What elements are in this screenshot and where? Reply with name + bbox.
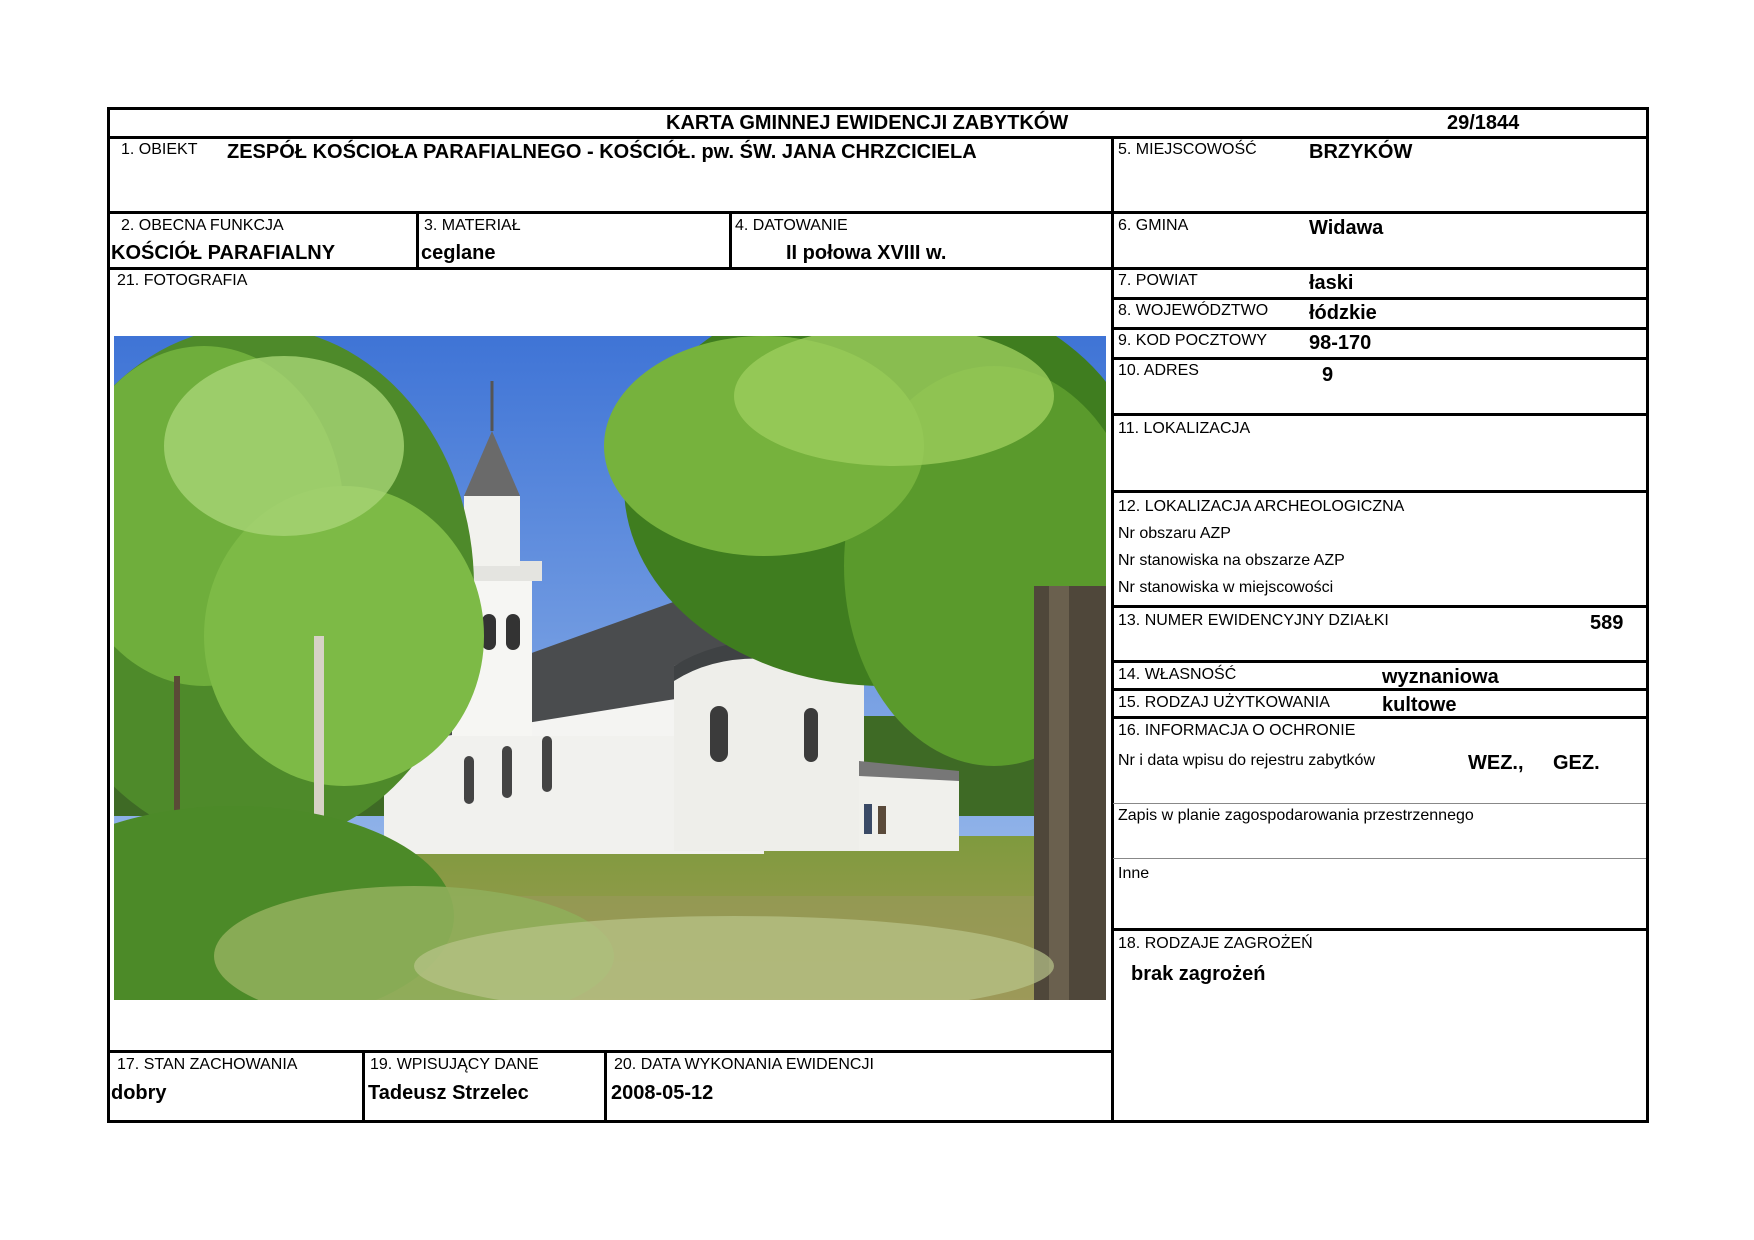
rule-wojewodztwo	[1111, 327, 1649, 330]
lokalizacja-label: 11. LOKALIZACJA	[1118, 420, 1251, 437]
uzytkowanie-value: kultowe	[1382, 694, 1457, 716]
archeo-azp-area: Nr obszaru AZP	[1118, 525, 1231, 542]
main-divider	[1111, 136, 1114, 1123]
ochrona-label: 16. INFORMACJA O OCHRONIE	[1118, 722, 1356, 739]
card-title: KARTA GMINNEJ EWIDENCJI ZABYTKÓW	[666, 112, 1069, 134]
rule-dzialka	[1111, 660, 1649, 663]
frame-top	[107, 107, 1649, 110]
rule-row-2	[107, 267, 1649, 270]
divider-stan	[362, 1050, 365, 1122]
wpisujacy-value: Tadeusz Strzelec	[368, 1082, 529, 1104]
material-label: 3. MATERIAŁ	[424, 217, 521, 234]
dzialka-value: 589	[1590, 612, 1624, 634]
rule-plan	[1113, 858, 1646, 859]
kod-label: 9. KOD POCZTOWY	[1118, 332, 1268, 349]
rejestr-value-wez: WEZ.,	[1468, 752, 1524, 774]
rule-wlasnosc	[1111, 688, 1649, 691]
obiekt-value: ZESPÓŁ KOŚCIOŁA PARAFIALNEGO - KOŚCIÓŁ. pw. ŚW. JANA CHRZCICIELA	[227, 141, 977, 163]
uzytkowanie-label: 15. RODZAJ UŻYTKOWANIA	[1118, 694, 1330, 711]
frame-bottom	[107, 1120, 1649, 1123]
fotografia-label: 21. FOTOGRAFIA	[117, 272, 248, 289]
zagrozenia-label: 18. RODZAJE ZAGROŻEŃ	[1118, 935, 1313, 952]
wlasnosc-value: wyznaniowa	[1382, 666, 1499, 688]
wpisujacy-label: 19. WPISUJĄCY DANE	[370, 1056, 539, 1073]
obiekt-label: 1. OBIEKT	[121, 141, 198, 158]
divider-wpisujacy	[604, 1050, 607, 1122]
frame-right	[1646, 107, 1649, 1123]
miejscowosc-value: BRZYKÓW	[1309, 141, 1413, 163]
kod-value: 98-170	[1309, 332, 1372, 354]
datowanie-value: II połowa XVIII w.	[786, 242, 947, 264]
rule-rejestr	[1113, 803, 1646, 804]
church-photo	[114, 336, 1106, 1000]
gmina-value: Widawa	[1309, 217, 1384, 239]
rule-above-footer	[107, 1050, 1113, 1053]
zagrozenia-value: brak zagrożeń	[1131, 963, 1266, 985]
wlasnosc-label: 14. WŁASNOŚĆ	[1118, 666, 1237, 683]
archeo-local-site: Nr stanowiska w miejscowości	[1118, 579, 1334, 596]
rule-below-header	[107, 136, 1649, 139]
plan-label: Zapis w planie zagospodarowania przestrzennego	[1118, 807, 1474, 824]
rejestr-value-gez: GEZ.	[1553, 752, 1600, 774]
stan-value: dobry	[111, 1082, 167, 1104]
funkcja-label: 2. OBECNA FUNKCJA	[121, 217, 284, 234]
adres-value: 9	[1322, 364, 1334, 386]
data-value: 2008-05-12	[611, 1082, 714, 1104]
rule-ochrona	[1111, 928, 1649, 931]
funkcja-value: KOŚCIÓŁ PARAFIALNY	[111, 242, 336, 264]
rule-adres	[1111, 413, 1649, 416]
rejestr-label: Nr i data wpisu do rejestru zabytków	[1118, 752, 1375, 769]
gmina-label: 6. GMINA	[1118, 217, 1189, 234]
wojewodztwo-label: 8. WOJEWÓDZTWO	[1118, 302, 1269, 319]
rule-lokalizacja	[1111, 490, 1649, 493]
rule-archeo	[1111, 605, 1649, 608]
rule-powiat	[1111, 297, 1649, 300]
archeo-label: 12. LOKALIZACJA ARCHEOLOGICZNA	[1118, 498, 1405, 515]
adres-label: 10. ADRES	[1118, 362, 1199, 379]
inne-label: Inne	[1118, 865, 1150, 882]
rule-row-1	[107, 211, 1649, 214]
divider-material	[729, 211, 732, 268]
dzialka-label: 13. NUMER EWIDENCYJNY DZIAŁKI	[1118, 612, 1389, 629]
archeo-azp-site: Nr stanowiska na obszarze AZP	[1118, 552, 1345, 569]
data-label: 20. DATA WYKONANIA EWIDENCJI	[614, 1056, 874, 1073]
rule-kod	[1111, 357, 1649, 360]
divider-funkcja	[416, 211, 419, 268]
card-number: 29/1844	[1447, 112, 1520, 134]
stan-label: 17. STAN ZACHOWANIA	[117, 1056, 298, 1073]
rule-uzytkowanie	[1111, 716, 1649, 719]
material-value: ceglane	[421, 242, 496, 264]
powiat-value: łaski	[1309, 272, 1354, 294]
powiat-label: 7. POWIAT	[1118, 272, 1198, 289]
frame-left	[107, 107, 110, 1123]
wojewodztwo-value: łódzkie	[1309, 302, 1377, 324]
miejscowosc-label: 5. MIEJSCOWOŚĆ	[1118, 141, 1257, 158]
datowanie-label: 4. DATOWANIE	[735, 217, 848, 234]
